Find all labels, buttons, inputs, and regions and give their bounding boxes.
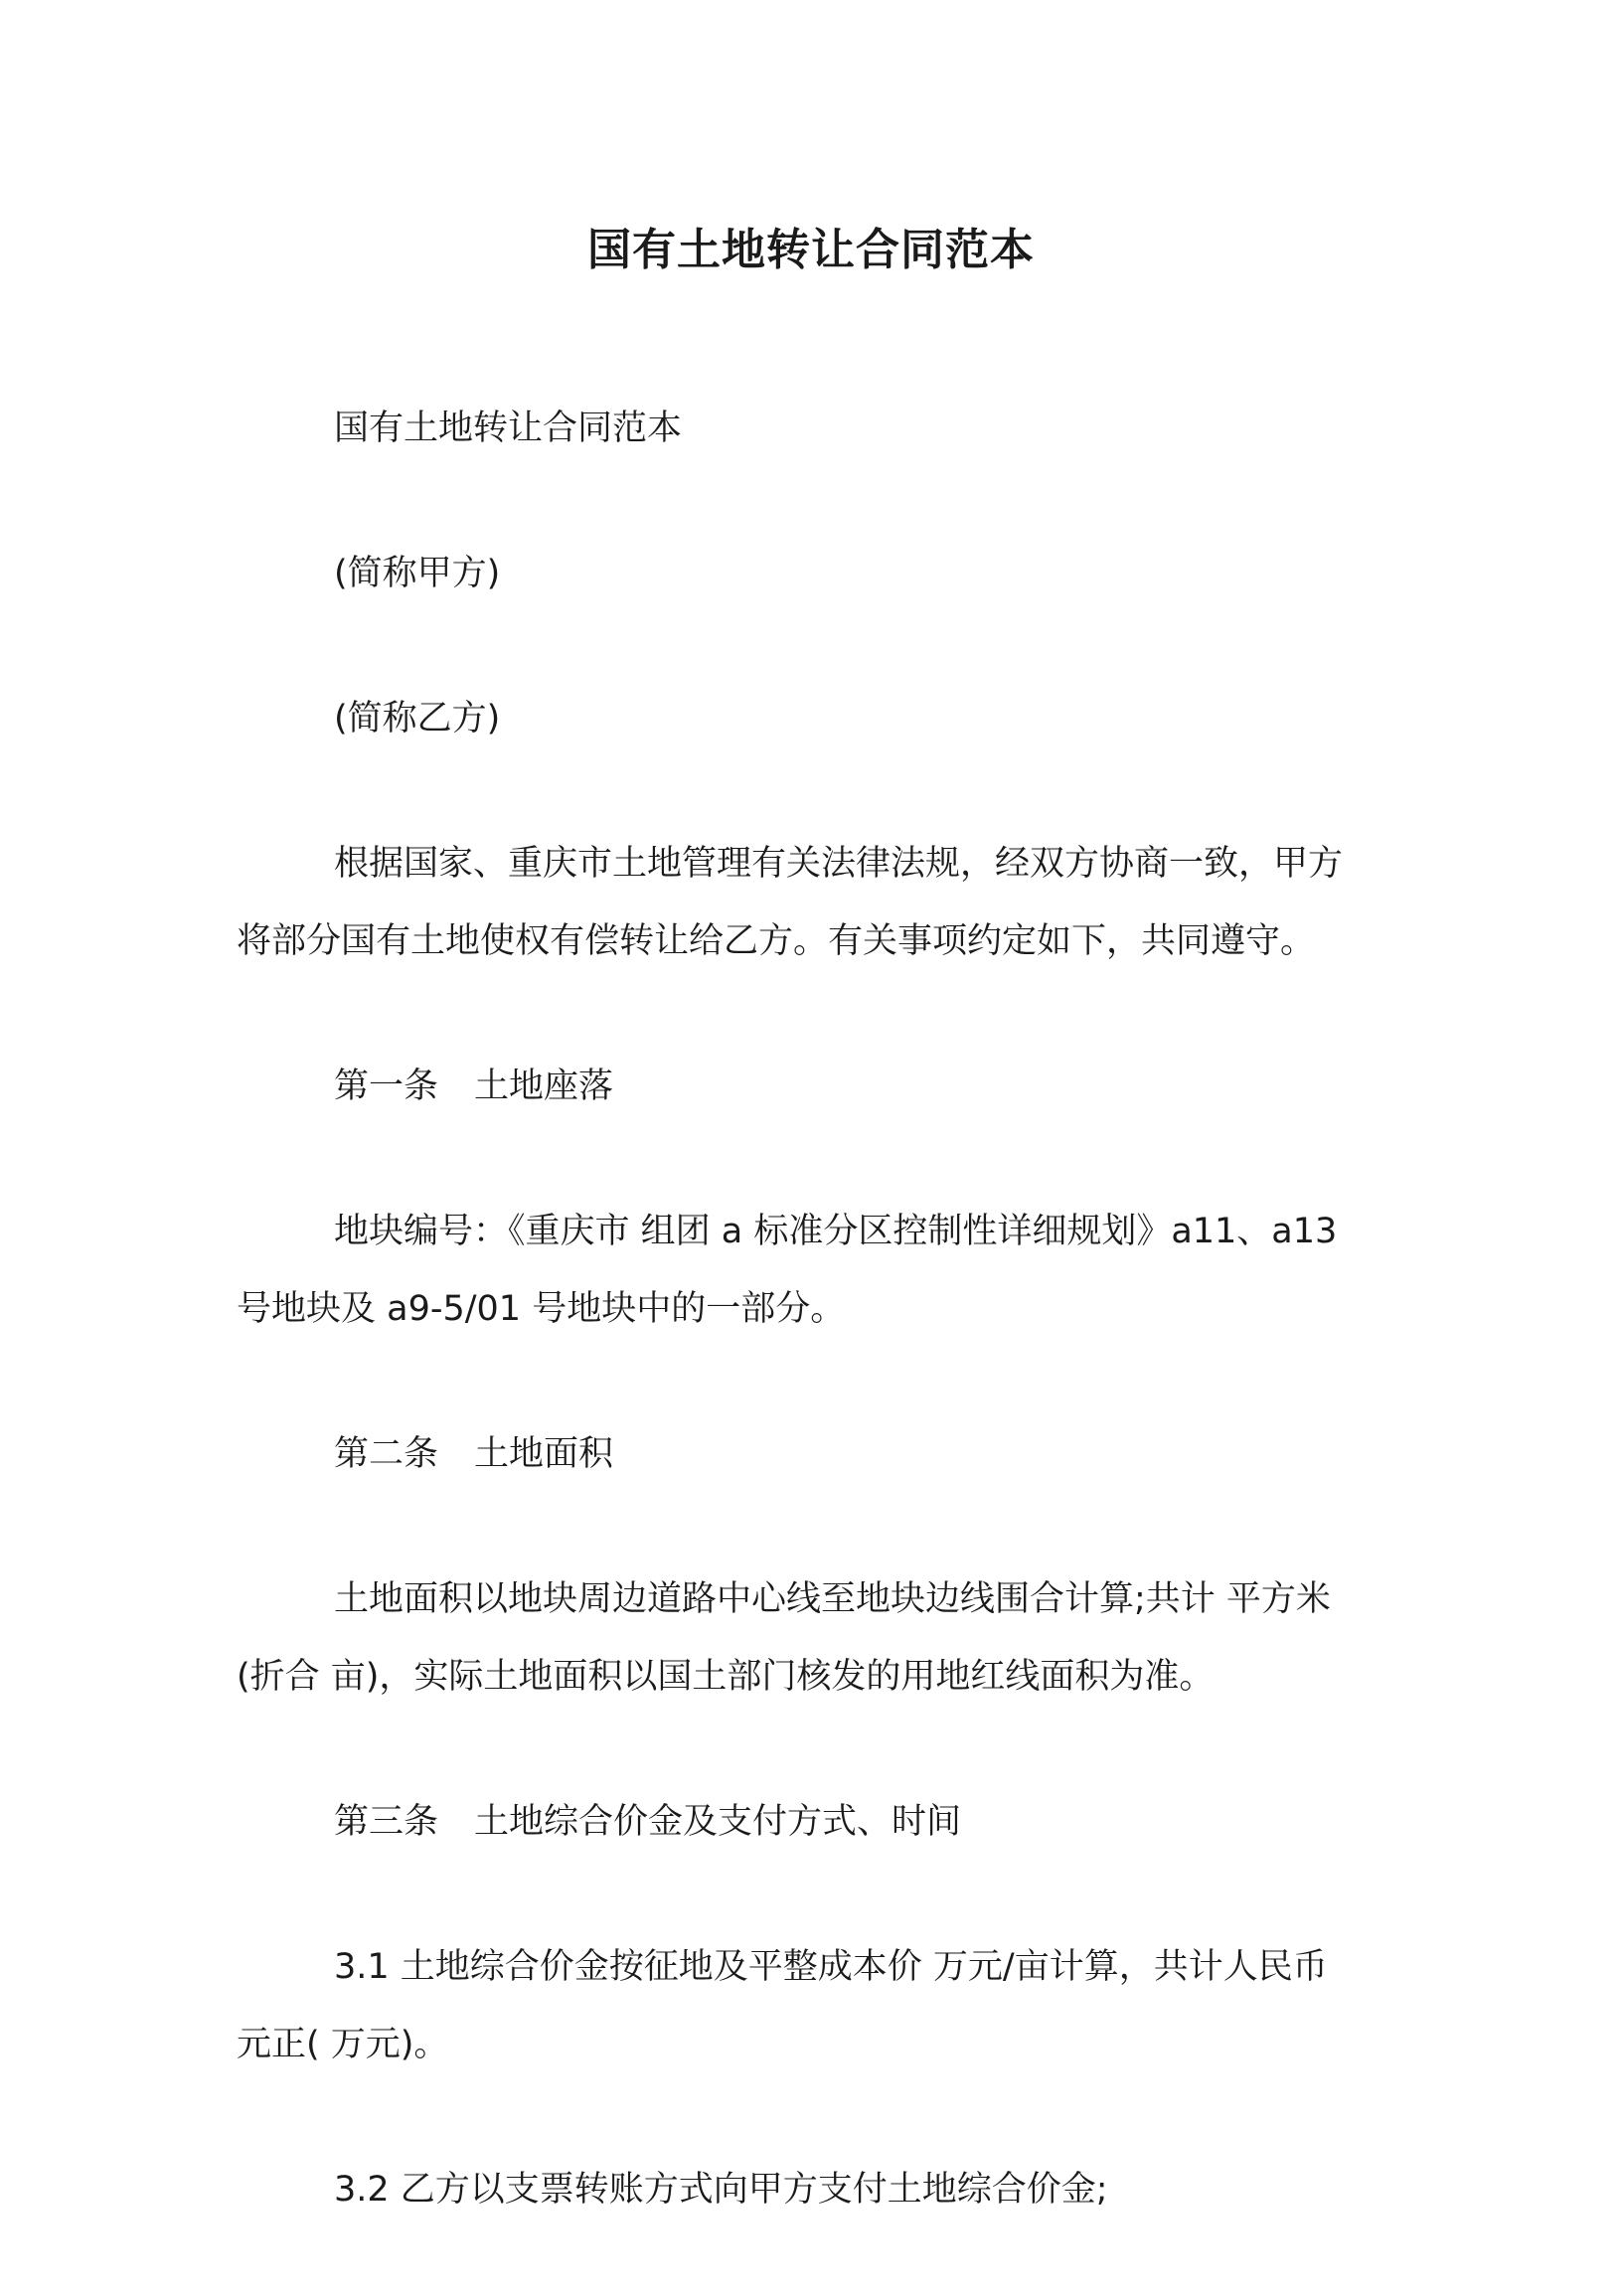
paragraph-land-area: 土地面积以地块周边道路中心线至地块边线围合计算;共计 平方米(折合 亩)，实际土地面积以国土部门核发的用地红线面积为准。 bbox=[237, 1579, 1331, 1697]
paragraph-subtitle: 国有土地转让合同范本 bbox=[334, 409, 683, 448]
article-1-number: 第一条 bbox=[334, 1066, 439, 1106]
article-3-title: 土地综合价金及支付方式、时间 bbox=[474, 1802, 962, 1842]
paragraph-clause-3-1: 3.1 土地综合价金按征地及平整成本价 万元/亩计算，共计人民币 元正( 万元)。 bbox=[237, 1947, 1328, 2064]
document-body bbox=[237, 390, 1370, 2296]
article-2-number: 第二条 bbox=[334, 1434, 439, 1474]
article-3-number: 第三条 bbox=[334, 1802, 439, 1842]
paragraph-party-b: (简称乙方) bbox=[334, 699, 501, 738]
paragraph-parcel-number: 地块编号：《重庆市 组团 a 标准分区控制性详细规划》a11、a13 号地块及 a9-5/01 号地块中的一部分。 bbox=[237, 1212, 1338, 1329]
article-1-title: 土地座落 bbox=[474, 1066, 614, 1106]
article-1-heading bbox=[237, 1048, 1370, 1125]
article-3-heading bbox=[237, 1783, 1370, 1861]
paragraph-party-a: (简称甲方) bbox=[334, 554, 501, 593]
paragraph-clause-3-2: 3.2 乙方以支票转账方式向甲方支付土地综合价金; bbox=[334, 2170, 1108, 2210]
paragraph-preamble: 根据国家、重庆市土地管理有关法律法规，经双方协商一致，甲方将部分国有土地使权有偿转让给乙方。有关事项约定如下，共同遵守。 bbox=[237, 844, 1344, 961]
document-title: 国有土地转让合同范本 bbox=[587, 225, 1035, 275]
article-2-title: 土地面积 bbox=[474, 1434, 614, 1474]
article-2-heading bbox=[237, 1415, 1370, 1493]
